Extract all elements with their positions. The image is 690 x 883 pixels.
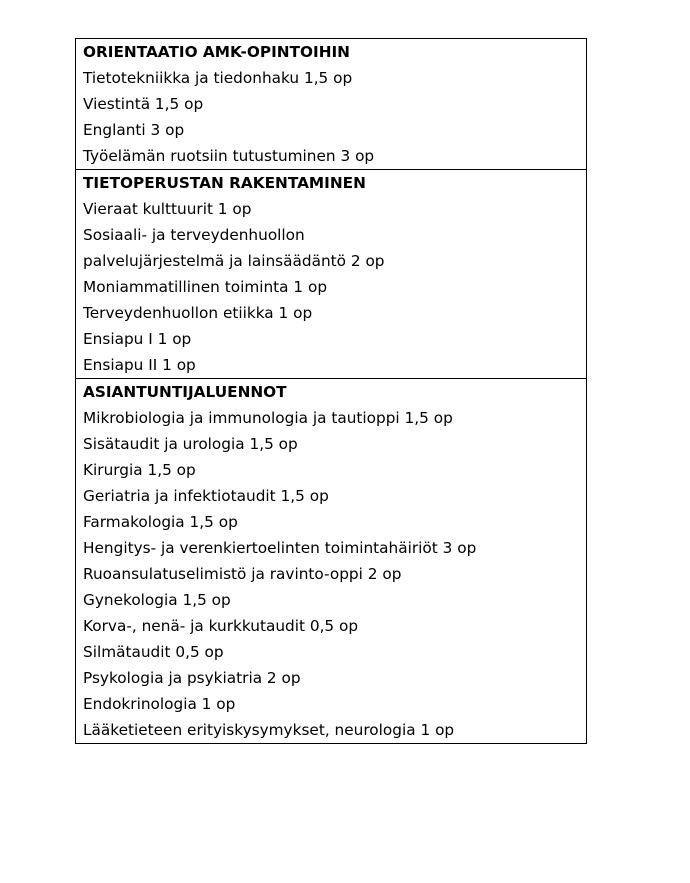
course-item: Mikrobiologia ja immunologia ja tautioppi 1,5 op <box>83 409 453 427</box>
section-heading: TIETOPERUSTAN RAKENTAMINEN <box>83 174 366 192</box>
course-table <box>75 38 587 744</box>
course-item: Kirurgia 1,5 op <box>83 461 196 479</box>
course-item: Korva-, nenä- ja kurkkutaudit 0,5 op <box>83 617 359 635</box>
course-item: Ruoansulatuselimistö ja ravinto-oppi 2 op <box>83 565 402 583</box>
course-item: Ensiapu II 1 op <box>83 356 196 374</box>
course-item: Terveydenhuollon etiikka 1 op <box>83 304 313 322</box>
section-heading: ASIANTUNTIJALUENNOT <box>83 383 287 401</box>
course-item: Endokrinologia 1 op <box>83 695 236 713</box>
course-item: Vieraat kulttuurit 1 op <box>83 200 252 218</box>
course-item: Lääketieteen erityiskysymykset, neurologia 1 op <box>83 721 455 739</box>
course-item: Sosiaali- ja terveydenhuollon <box>83 226 305 244</box>
course-item: palvelujärjestelmä ja lainsäädäntö 2 op <box>83 252 385 270</box>
course-item: Ensiapu I 1 op <box>83 330 192 348</box>
course-item: Tietotekniikka ja tiedonhaku 1,5 op <box>83 69 353 87</box>
section-tietoperusta <box>76 169 586 378</box>
course-item: Moniammatillinen toiminta 1 op <box>83 278 328 296</box>
section-asiantuntijaluennot <box>76 378 586 743</box>
course-item: Englanti 3 op <box>83 121 185 139</box>
section-heading: ORIENTAATIO AMK-OPINTOIHIN <box>83 43 350 61</box>
course-item: Silmätaudit 0,5 op <box>83 643 224 661</box>
course-item: Farmakologia 1,5 op <box>83 513 238 531</box>
course-item: Geriatria ja infektiotaudit 1,5 op <box>83 487 329 505</box>
course-item: Gynekologia 1,5 op <box>83 591 231 609</box>
course-item: Viestintä 1,5 op <box>83 95 204 113</box>
course-item: Psykologia ja psykiatria 2 op <box>83 669 301 687</box>
course-item: Hengitys- ja verenkiertoelinten toimintahäiriöt 3 op <box>83 539 477 557</box>
course-item: Työelämän ruotsiin tutustuminen 3 op <box>83 147 375 165</box>
course-item: Sisätaudit ja urologia 1,5 op <box>83 435 298 453</box>
section-orientaatio <box>76 39 586 169</box>
